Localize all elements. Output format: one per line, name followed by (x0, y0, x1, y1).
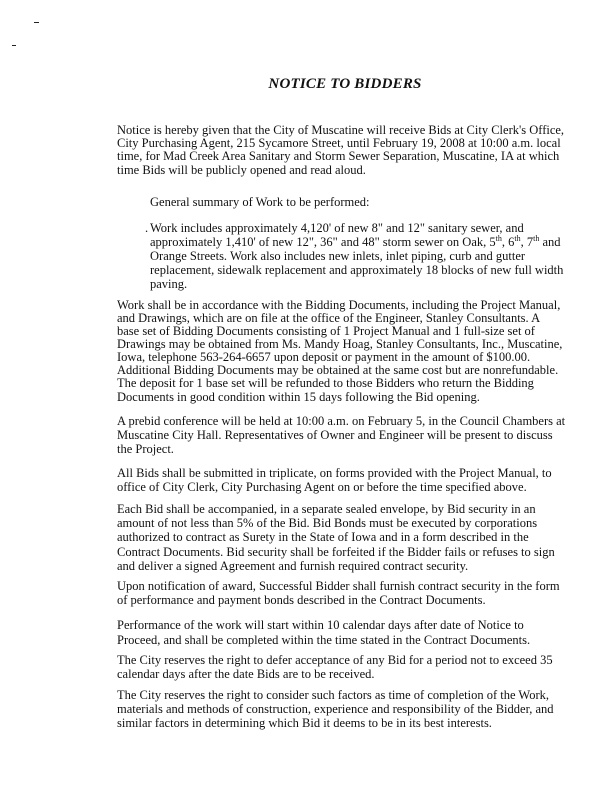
text-line: Muscatine City Hall. Representatives of Owner and Engineer will be present to discuss (117, 428, 553, 442)
text-line: calendar days after the date Bids are to be received. (117, 667, 375, 681)
text-line: Additional Bidding Documents may be obtained at the same cost but are nonrefundable. (117, 363, 559, 377)
bullet-mark: . (145, 221, 149, 235)
text-line: replacement, sidewalk replacement and approximately 18 blocks of new full width (150, 263, 564, 277)
text-line: materials and methods of construction, experience and responsibility of the Bidder, and (117, 702, 554, 716)
text-line: The deposit for 1 base set will be refunded to those Bidders who return the Bidding (117, 376, 534, 390)
text-line: Orange Streets. Work also includes new inlets, inlet piping, curb and gutter (150, 249, 526, 263)
text-line: similar factors in determining which Bid it deems to be in its best interests. (117, 716, 492, 730)
text-line: of performance and payment bonds described in the Contract Documents. (117, 593, 486, 607)
text-line: Documents in good condition within 15 days following the Bid opening. (117, 390, 480, 404)
page-title: NOTICE TO BIDDERS (268, 76, 422, 92)
text-line: time, for Mad Creek Area Sanitary and Storm Sewer Separation, Muscatine, IA at which (117, 149, 560, 163)
text-line: Each Bid shall be accompanied, in a separate sealed envelope, by Bid security in an (117, 502, 536, 516)
text-line: base set of Bidding Documents consisting of 1 Project Manual and 1 full-size set of (117, 324, 535, 338)
text-line: Notice is hereby given that the City of Muscatine will receive Bids at City Clerk's Office, (117, 123, 565, 137)
text-line: Iowa, telephone 563-264-6657 upon deposit or payment in the amount of $100.00. (117, 350, 531, 364)
text-line: the Project. (117, 442, 174, 456)
text-line: General summary of Work to be performed: (150, 195, 370, 209)
text-line: The City reserves the right to consider such factors as time of completion of the Work, (117, 688, 549, 702)
scan-mark (12, 45, 16, 46)
text-line: Work includes approximately 4,120' of new 8" and 12" sanitary sewer, and (150, 221, 524, 235)
text-line: Upon notification of award, Successful Bidder shall furnish contract security in the form (117, 579, 560, 593)
text-line: The City reserves the right to defer acceptance of any Bid for a period not to exceed 35 (117, 653, 553, 667)
text-line: authorized to contract as Surety in the State of Iowa and in a form described in the (117, 530, 529, 544)
text-line: City Purchasing Agent, 215 Sycamore Street, until February 19, 2008 at 10:00 a.m. local (117, 136, 561, 150)
text-line: and Drawings, which are on file at the office of the Engineer, Stanley Consultants. A (117, 311, 541, 325)
text-line: All Bids shall be submitted in triplicate, on forms provided with the Project Manual, to (117, 466, 552, 480)
text-line: Contract Documents. Bid security shall be forfeited if the Bidder fails or refuses to sign (117, 545, 555, 559)
text-line: approximately 1,410' of new 12", 36" and 48" storm sewer on Oak, 5th, 6th, 7th and (150, 234, 561, 249)
text-line: Work shall be in accordance with the Bidding Documents, including the Project Manual, (117, 298, 561, 312)
text-line: paving. (150, 277, 188, 291)
text-line: time Bids will be publicly opened and read aloud. (117, 163, 366, 177)
text-line: amount of not less than 5% of the Bid. Bid Bonds must be executed by corporations (117, 516, 538, 530)
text-line: and deliver a signed Agreement and furnish required contract security. (117, 559, 469, 573)
text-line: Drawings may be obtained from Ms. Mandy Hoag, Stanley Consultants, Inc., Muscatine, (117, 337, 563, 351)
scan-mark (34, 22, 39, 23)
text-line: Proceed, and shall be completed within the time stated in the Contract Documents. (117, 633, 531, 647)
text-line: Performance of the work will start within 10 calendar days after date of Notice to (117, 618, 524, 632)
text-line: office of City Clerk, City Purchasing Agent on or before the time specified above. (117, 480, 527, 494)
text-line: A prebid conference will be held at 10:00 a.m. on February 5, in the Council Chambers at (117, 414, 566, 428)
